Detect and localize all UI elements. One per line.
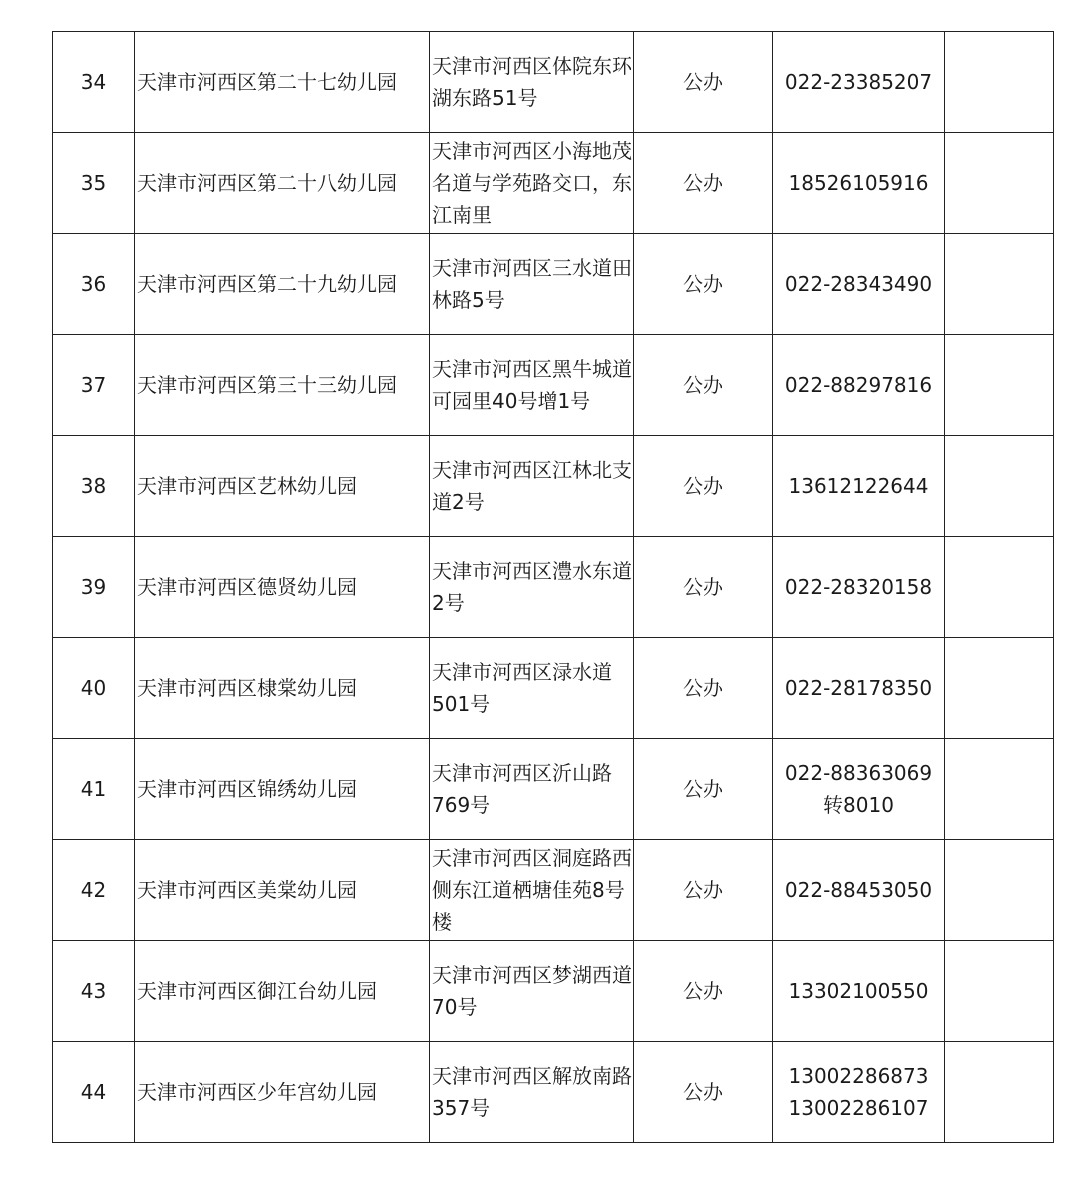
table-row xyxy=(53,638,1054,739)
table-body xyxy=(53,32,1054,1143)
phone-number: 022-28178350 xyxy=(784,676,933,700)
remark-cell xyxy=(945,1042,1054,1143)
address-cell xyxy=(430,234,634,335)
remark-cell xyxy=(945,133,1054,234)
phone-cell xyxy=(773,638,945,739)
table-row xyxy=(53,739,1054,840)
row-number-cell: 43 xyxy=(53,941,135,1042)
phone-cell xyxy=(773,840,945,941)
remark-cell xyxy=(945,739,1054,840)
school-type-cell: 公办 xyxy=(634,436,773,537)
address-cell xyxy=(430,537,634,638)
address-cell xyxy=(430,436,634,537)
kindergarten-name-cell: 天津市河西区锦绣幼儿园 xyxy=(135,739,430,840)
phone-number: 022-28320158 xyxy=(784,575,933,599)
row-number-cell: 42 xyxy=(53,840,135,941)
school-type-cell: 公办 xyxy=(634,234,773,335)
table-row xyxy=(53,234,1054,335)
school-type-cell: 公办 xyxy=(634,1042,773,1143)
kindergarten-name-cell: 天津市河西区少年宫幼儿园 xyxy=(135,1042,430,1143)
address-cell xyxy=(430,638,634,739)
remark-cell xyxy=(945,335,1054,436)
kindergarten-name-cell: 天津市河西区艺林幼儿园 xyxy=(135,436,430,537)
address-cell xyxy=(430,32,634,133)
phone-number: 022-88297816 xyxy=(784,373,933,397)
phone-number: 18526105916 xyxy=(788,171,929,195)
kindergarten-table xyxy=(52,31,1054,1143)
table-row xyxy=(53,1042,1054,1143)
row-number-cell: 37 xyxy=(53,335,135,436)
table-row xyxy=(53,436,1054,537)
row-number-cell: 41 xyxy=(53,739,135,840)
row-number-cell: 40 xyxy=(53,638,135,739)
row-number-cell: 44 xyxy=(53,1042,135,1143)
phone-cell xyxy=(773,133,945,234)
address-text: 天津市河西区黑牛城道可园里40号增1号 xyxy=(432,357,632,413)
phone-cell xyxy=(773,739,945,840)
phone-cell xyxy=(773,436,945,537)
kindergarten-name-cell: 天津市河西区第二十九幼儿园 xyxy=(135,234,430,335)
table-row xyxy=(53,32,1054,133)
school-type-cell: 公办 xyxy=(634,32,773,133)
address-cell xyxy=(430,941,634,1042)
phone-cell xyxy=(773,1042,945,1143)
table-row xyxy=(53,941,1054,1042)
row-number-cell: 35 xyxy=(53,133,135,234)
phone-number: 13002286873 xyxy=(788,1064,929,1088)
table-row xyxy=(53,133,1054,234)
address-text: 天津市河西区洞庭路西侧东江道栖塘佳苑8号楼 xyxy=(432,846,632,934)
remark-cell xyxy=(945,537,1054,638)
row-number-cell: 39 xyxy=(53,537,135,638)
address-cell xyxy=(430,133,634,234)
address-text: 天津市河西区澧水东道2号 xyxy=(432,559,632,615)
table-row xyxy=(53,537,1054,638)
kindergarten-name-cell: 天津市河西区第三十三幼儿园 xyxy=(135,335,430,436)
school-type-cell: 公办 xyxy=(634,133,773,234)
school-type-cell: 公办 xyxy=(634,638,773,739)
phone-cell xyxy=(773,537,945,638)
phone-cell xyxy=(773,32,945,133)
row-number-cell: 38 xyxy=(53,436,135,537)
address-cell xyxy=(430,335,634,436)
address-text: 天津市河西区江林北支道2号 xyxy=(432,458,632,514)
address-text: 天津市河西区沂山路769号 xyxy=(432,761,612,817)
phone-number: 022-88453050 xyxy=(784,878,933,902)
phone-number: 13612122644 xyxy=(788,474,929,498)
remark-cell xyxy=(945,234,1054,335)
address-text: 天津市河西区梦湖西道70号 xyxy=(432,963,632,1019)
school-type-cell: 公办 xyxy=(634,537,773,638)
kindergarten-name-cell: 天津市河西区棣棠幼儿园 xyxy=(135,638,430,739)
kindergarten-name-cell: 天津市河西区德贤幼儿园 xyxy=(135,537,430,638)
row-number-cell: 34 xyxy=(53,32,135,133)
remark-cell xyxy=(945,941,1054,1042)
remark-cell xyxy=(945,840,1054,941)
address-text: 天津市河西区体院东环湖东路51号 xyxy=(432,54,632,110)
table-row xyxy=(53,840,1054,941)
phone-number: 022-28343490 xyxy=(784,272,933,296)
kindergarten-name-cell: 天津市河西区美棠幼儿园 xyxy=(135,840,430,941)
address-cell xyxy=(430,739,634,840)
phone-cell xyxy=(773,234,945,335)
row-number-cell: 36 xyxy=(53,234,135,335)
address-text: 天津市河西区解放南路357号 xyxy=(432,1064,632,1120)
remark-cell xyxy=(945,32,1054,133)
school-type-cell: 公办 xyxy=(634,840,773,941)
phone-number: 转8010 xyxy=(823,793,894,817)
table-row xyxy=(53,335,1054,436)
phone-number: 022-23385207 xyxy=(784,70,933,94)
phone-number: 13302100550 xyxy=(788,979,929,1003)
phone-number: 13002286107 xyxy=(788,1096,929,1120)
address-text: 天津市河西区三水道田林路5号 xyxy=(432,256,632,312)
address-text: 天津市河西区渌水道501号 xyxy=(432,660,612,716)
address-text: 天津市河西区小海地茂名道与学苑路交口，东江南里 xyxy=(432,139,632,227)
school-type-cell: 公办 xyxy=(634,739,773,840)
kindergarten-name-cell: 天津市河西区第二十八幼儿园 xyxy=(135,133,430,234)
kindergarten-name-cell: 天津市河西区第二十七幼儿园 xyxy=(135,32,430,133)
phone-cell xyxy=(773,335,945,436)
phone-cell xyxy=(773,941,945,1042)
address-cell xyxy=(430,1042,634,1143)
kindergarten-name-cell: 天津市河西区御江台幼儿园 xyxy=(135,941,430,1042)
address-cell xyxy=(430,840,634,941)
school-type-cell: 公办 xyxy=(634,335,773,436)
phone-number: 022-88363069 xyxy=(784,761,933,785)
remark-cell xyxy=(945,436,1054,537)
school-type-cell: 公办 xyxy=(634,941,773,1042)
remark-cell xyxy=(945,638,1054,739)
